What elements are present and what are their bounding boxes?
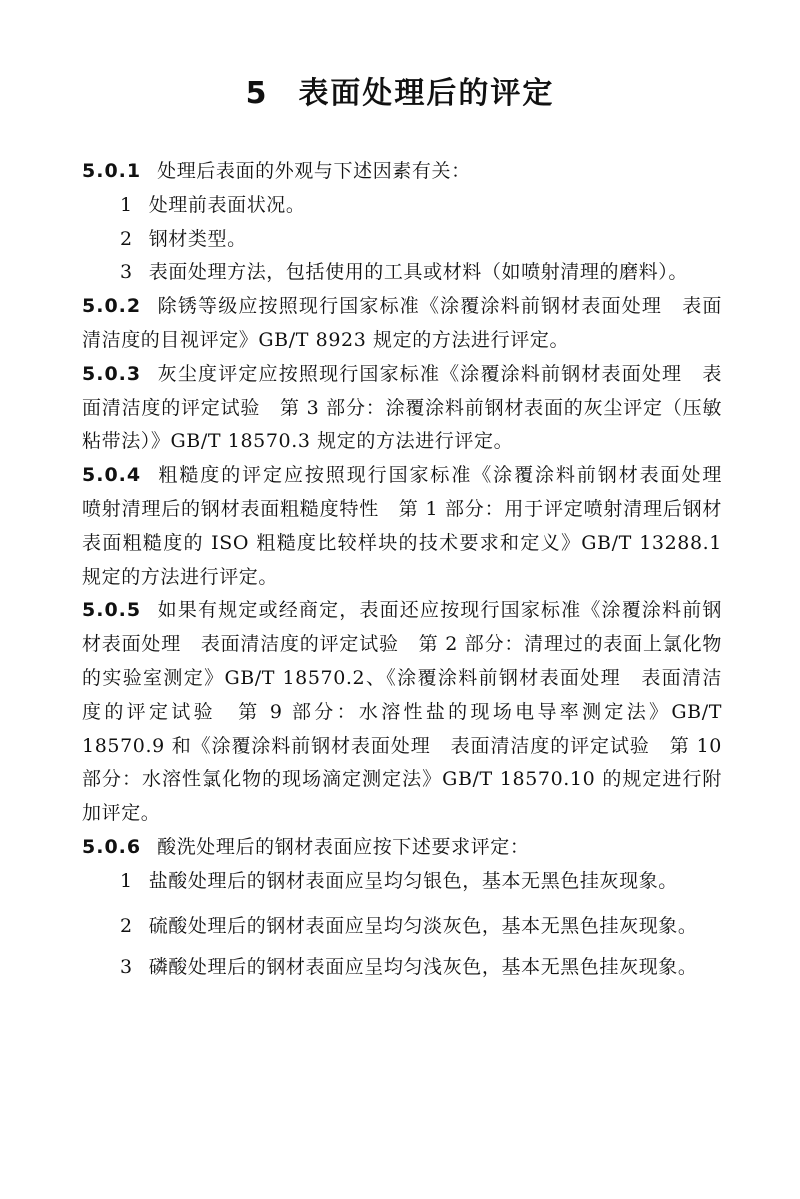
item-text: 硫酸处理后的钢材表面应呈均匀淡灰色，基本无黑色挂灰现象。 [148, 914, 698, 937]
list-item [82, 951, 722, 985]
item-number: 2 [120, 227, 133, 250]
clause-number: 5.0.2 [82, 295, 142, 318]
clause-5-0-5 [82, 594, 722, 831]
clause-5-0-1 [82, 155, 722, 189]
clause-text: 粗糙度的评定应按照现行国家标准《涂覆涂料前钢材表面处理 喷射清理后的钢材表面粗糙度特性 第 1 部分：用于评定喷射清理后钢材表面粗糙度的 ISO 粗糙度比较样块的技术要求和定义》GB/T 13288.1 规定的方法进行评定。 [82, 464, 742, 588]
section-heading: 表面处理后的评定 [298, 76, 555, 111]
clause-number: 5.0.6 [82, 835, 142, 858]
clause-5-0-6 [82, 831, 722, 865]
list-item [82, 256, 722, 290]
item-number: 1 [120, 193, 133, 216]
item-text: 钢材类型。 [148, 227, 247, 250]
clause-text: 酸洗处理后的钢材表面应按下述要求评定： [157, 835, 530, 858]
clause-number: 5.0.1 [82, 160, 142, 182]
item-text: 处理前表面状况。 [148, 193, 306, 216]
clause-text: 处理后表面的外观与下述因素有关： [157, 160, 471, 182]
list-item [82, 910, 722, 944]
clause-number: 5.0.4 [82, 464, 142, 487]
item-text: 磷酸处理后的钢材表面应呈均匀浅灰色，基本无黑色挂灰现象。 [148, 956, 698, 979]
item-number: 3 [120, 261, 133, 284]
document-body [82, 155, 742, 985]
item-number: 3 [120, 956, 133, 979]
item-text: 盐酸处理后的钢材表面应呈均匀银色，基本无黑色挂灰现象。 [148, 869, 678, 892]
clause-text: 灰尘度评定应按照现行国家标准《涂覆涂料前钢材表面处理 表面清洁度的评定试验 第 3 部分：涂覆涂料前钢材表面的灰尘评定（压敏粘带法）》GB/T 18570.3 规定的方法进行评定。 [82, 362, 722, 453]
clause-5-0-3 [82, 358, 722, 459]
clause-5-0-2 [82, 290, 722, 358]
item-number: 1 [120, 869, 133, 892]
clause-5-0-4 [82, 459, 742, 594]
clause-text: 如果有规定或经商定，表面还应按现行国家标准《涂覆涂料前钢材表面处理 表面清洁度的评定试验 第 2 部分：清理过的表面上氯化物的实验室测定》GB/T 18570.2、《涂覆涂料前钢材表面处理 表面清洁度的评定试验 第 9 部分：水溶性盐的现场电导率测定法》GB/T 18570.9 和《涂覆涂料前钢材表面处理 表面清洁度的评定试验 第 10 部分：水溶性氯化物的现场滴定测定法》GB/T 18570.10 的规定进行附加评定。 [82, 599, 722, 825]
item-number: 2 [120, 914, 133, 937]
list-item [82, 865, 722, 899]
clause-text: 除锈等级应按照现行国家标准《涂覆涂料前钢材表面处理 表面清洁度的目视评定》GB/T 8923 规定的方法进行评定。 [82, 295, 722, 351]
section-number: 5 [245, 76, 269, 111]
item-text: 表面处理方法，包括使用的工具或材料（如喷射清理的磨料）。 [148, 261, 689, 284]
list-item [82, 189, 722, 223]
clause-number: 5.0.5 [82, 599, 142, 622]
clause-number: 5.0.3 [82, 362, 142, 385]
list-item [82, 223, 722, 257]
section-title [0, 68, 800, 112]
